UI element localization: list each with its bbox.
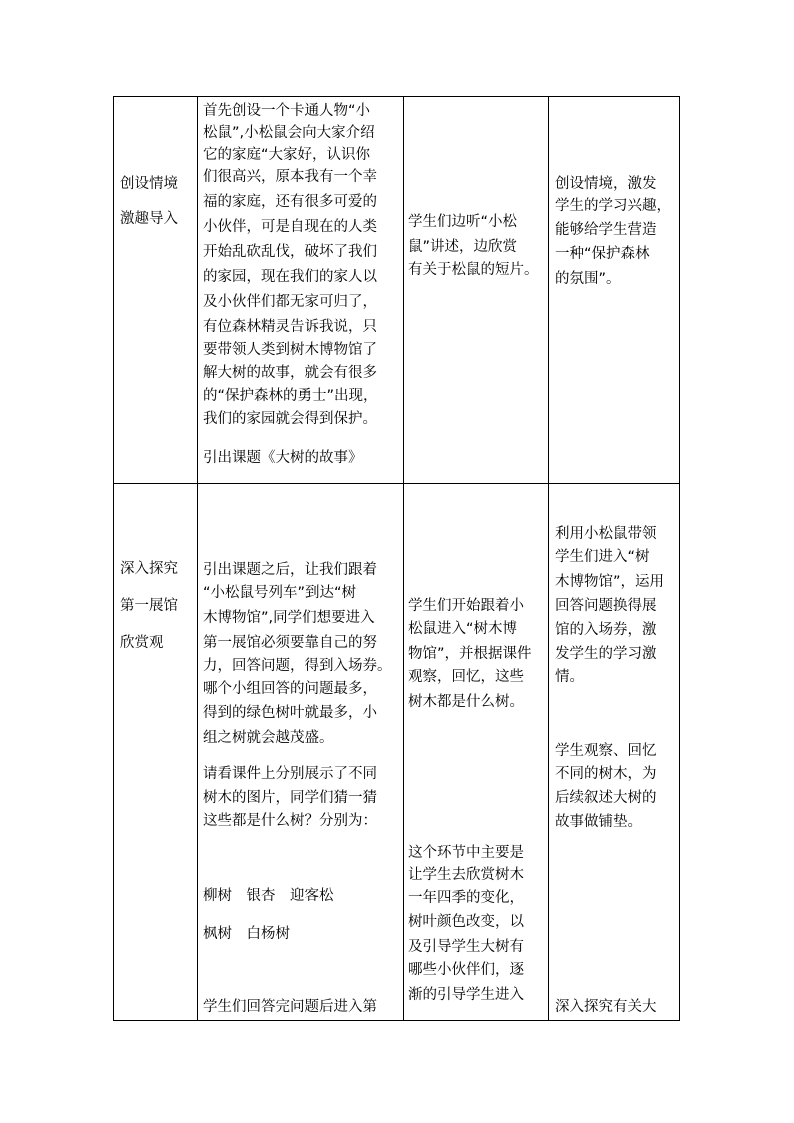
- stage-line: 第一展馆: [120, 598, 178, 614]
- teacher-line: 哪个小组回答的问题最多，: [203, 681, 377, 697]
- row-divider: [114, 483, 679, 484]
- intent-line: 利用小松鼠带领: [555, 526, 657, 542]
- teacher-line: 的家园，现在我们的家人以: [203, 269, 377, 285]
- teacher-line: 树木的图片，同学们猜一猜: [203, 790, 377, 806]
- intent-line: 一种“保护森林: [555, 246, 650, 262]
- student-line: 让学生去欣赏树木: [408, 867, 524, 883]
- teacher-line: 得到的绿色树叶就最多，小: [203, 705, 377, 721]
- teacher-line: 们很高兴，原本我有一个幸: [203, 169, 377, 185]
- lesson-title-line: 引出课题《大树的故事》: [203, 450, 363, 466]
- teacher-line: 第一展馆必须要靠自己的努: [203, 635, 377, 651]
- column-divider: [403, 97, 404, 1020]
- intent-line: 的氛围”。: [555, 271, 621, 287]
- teacher-line: 这些都是什么树？分别为：: [203, 813, 377, 829]
- intent-line: 馆的入场券，激: [555, 622, 657, 638]
- teacher-line: “小松鼠号列车”到达“树: [203, 585, 357, 601]
- intent-line: 发学生的学习激: [555, 646, 657, 662]
- column-divider: [548, 97, 549, 1020]
- student-line: 有关于松鼠的短片。: [408, 262, 539, 278]
- intent-line: 深入探究有关大: [555, 999, 657, 1015]
- intent-line: 学生观察、回忆: [555, 743, 657, 759]
- teacher-line: 它的家庭“大家好，认识你: [203, 147, 371, 163]
- student-line: 及引导学生大树有: [408, 939, 524, 955]
- intent-line: 故事做铺垫。: [555, 814, 642, 830]
- column-divider: [197, 97, 198, 1020]
- tree-list-line: 柳树 银杏 迎客松: [203, 888, 334, 904]
- intent-line: 学生们进入“树: [555, 549, 650, 565]
- student-line: 学生们边听“小松: [408, 214, 518, 230]
- intent-line: 不同的树木，为: [555, 766, 657, 782]
- teacher-line: 要带领人类到树木博物馆了: [203, 342, 377, 358]
- student-line: 一年四季的变化，: [408, 890, 524, 906]
- student-line: 物馆”，并根据课件: [408, 646, 532, 662]
- teacher-line: 首先创设一个卡通人物“小: [203, 103, 371, 119]
- teacher-line: 力，回答问题，得到入场券。: [203, 658, 392, 674]
- stage-line: 欣赏观: [120, 635, 164, 651]
- teacher-line: 学生们回答完问题后进入第: [203, 999, 377, 1015]
- intent-line: 回答问题换得展: [555, 598, 657, 614]
- teacher-line: 小伙伴，可是自现在的人类: [203, 219, 377, 235]
- teacher-line: 福的家庭，还有很多可爱的: [203, 194, 377, 210]
- teacher-line: 我们的家园就会得到保护。: [203, 411, 377, 427]
- stage-line: 创设情境: [120, 176, 178, 192]
- intent-line: 情。: [555, 669, 584, 685]
- intent-line: 创设情境，激发: [555, 176, 657, 192]
- student-line: 松鼠进入“树木博: [408, 621, 518, 637]
- teacher-line: 组之树就会越茂盛。: [203, 730, 334, 746]
- student-line: 渐的引导学生进入: [408, 987, 524, 1003]
- teacher-line: 引出课题之后，让我们跟着: [203, 562, 377, 578]
- intent-line: 后续叙述大树的: [555, 790, 657, 806]
- student-line: 学生们开始跟着小: [408, 598, 524, 614]
- tree-list-line: 枫树 白杨树: [203, 926, 290, 942]
- intent-line: 学生的学习兴趣，: [555, 198, 671, 214]
- teacher-line: 及小伙伴们都无家可归了，: [203, 294, 377, 310]
- student-line: 鼠”讲述，边欣赏: [408, 239, 518, 255]
- teacher-line: 的“保护森林的勇士”出现，: [203, 388, 378, 404]
- teacher-line: 解大树的故事，就会有很多: [203, 365, 377, 381]
- teacher-line: 有位森林精灵告诉我说，只: [203, 319, 377, 335]
- student-line: 这个环节中主要是: [408, 845, 524, 861]
- teacher-line: 松鼠”,小松鼠会向大家介绍: [203, 125, 375, 141]
- student-line: 树叶颜色改变，以: [408, 914, 524, 930]
- intent-line: 能够给学生营造: [555, 222, 657, 238]
- student-line: 树木都是什么树。: [408, 694, 524, 710]
- teacher-line: 请看课件上分别展示了不同: [203, 766, 377, 782]
- intent-line: 木博物馆”，运用: [555, 574, 665, 590]
- student-line: 观察，回忆，这些: [408, 669, 524, 685]
- student-line: 哪些小伙伴们，逐: [408, 962, 524, 978]
- stage-line: 深入探究: [120, 561, 178, 577]
- teacher-line: 开始乱砍乱伐，破坏了我们: [203, 244, 377, 260]
- teacher-line: 木博物馆”,同学们想要进入: [203, 610, 375, 626]
- stage-line: 激趣导入: [120, 211, 178, 227]
